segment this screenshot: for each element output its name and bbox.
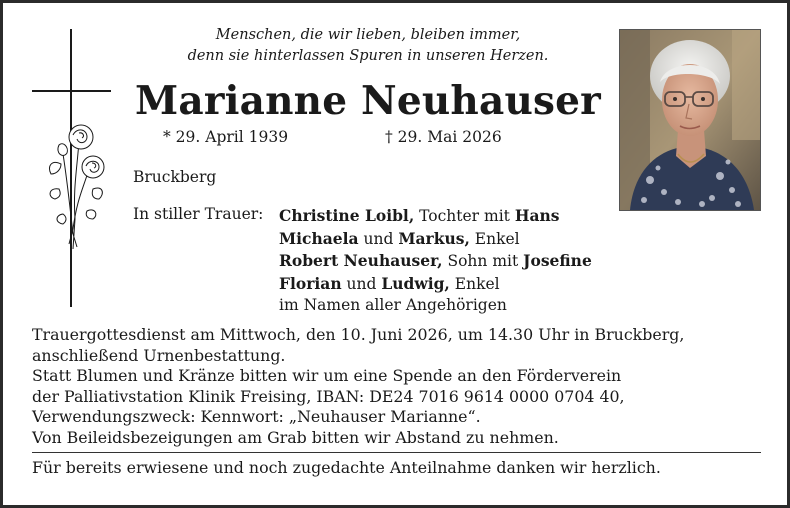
- divider: [32, 452, 761, 453]
- mourning-label: In stiller Trauer:: [133, 205, 264, 223]
- mourner-line: [279, 205, 592, 228]
- notice-line: anschließend Urnenbestattung.: [32, 345, 286, 365]
- mourner-line: [279, 228, 592, 251]
- portrait-photo: [619, 29, 761, 211]
- notice-line: Statt Blumen und Kränze bitten wir um eine Spende an den Förderverein: [32, 366, 622, 386]
- motto-line-2: denn sie hinterlassen Spuren in unseren Herzen.: [187, 48, 549, 64]
- mourner-relation: und: [358, 229, 399, 248]
- service-notice: [32, 325, 684, 449]
- mourner-relation: Enkel: [449, 274, 500, 293]
- mourner-name: Ludwig,: [381, 273, 450, 293]
- thanks-line: Für bereits erwiesene und noch zugedachte Anteilnahme danken wir herzlich.: [32, 458, 661, 477]
- mourner-relation: Enkel: [469, 229, 520, 248]
- notice-line: Trauergottesdienst am Mittwoch, den 10. Juni 2026, um 14.30 Uhr in Bruckberg,: [32, 325, 685, 344]
- notice-line: Von Beileidsbezeigungen am Grab bitten wir Abstand zu nehmen.: [32, 427, 559, 447]
- cross-with-roses-icon: [29, 29, 119, 309]
- residence-place: Bruckberg: [133, 168, 217, 186]
- mourners-list: [279, 205, 592, 317]
- mourner-name: Josefine: [523, 251, 592, 271]
- motto-line-1: Menschen, die wir lieben, bleiben immer,: [215, 27, 521, 43]
- mourner-relation: und: [341, 274, 382, 293]
- mourner-relation: Sohn mit: [442, 252, 524, 271]
- mourner-line: [279, 250, 592, 273]
- notice-line: Verwendungszweck: Kennwort: „Neuhauser Marianne“.: [32, 407, 481, 427]
- mourner-name: Michaela: [279, 228, 359, 248]
- mourner-name: Robert Neuhauser,: [279, 251, 443, 271]
- mourner-relation: Tochter mit: [414, 207, 515, 225]
- mourner-name: Florian: [279, 273, 342, 293]
- deceased-name: Marianne Neuhauser: [135, 78, 601, 124]
- mourner-line: [279, 273, 592, 296]
- notice-line: der Palliativstation Klinik Freising, IBAN: DE24 7016 9614 0000 0704 40,: [32, 386, 625, 406]
- birth-date: * 29. April 1939: [163, 128, 289, 146]
- mourner-line: im Namen aller Angehörigen: [279, 296, 507, 315]
- mourner-name: Christine Loibl,: [279, 206, 415, 225]
- death-date: † 29. Mai 2026: [385, 128, 502, 146]
- mourner-name: Markus,: [398, 228, 470, 248]
- mourner-name: Hans: [514, 206, 560, 225]
